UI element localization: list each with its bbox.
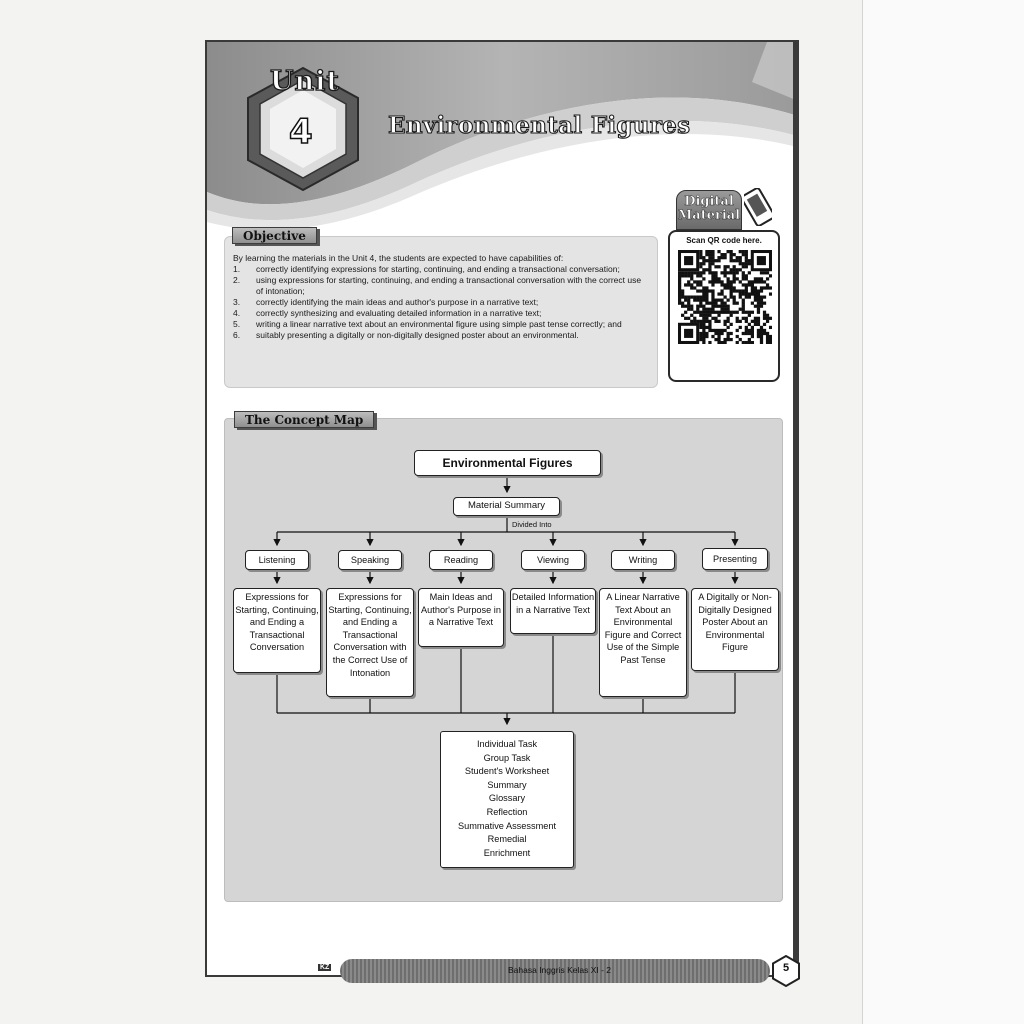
task-item: Enrichment	[483, 847, 531, 858]
summary-node: Material Summary	[453, 497, 560, 516]
presenting-description: A Digitally or Non-Digitally Designed Poster About an Environmental Figure	[691, 588, 779, 671]
objective-item-text: correctly identifying expressions for starting, continuing, and ending a transactional conversation;	[256, 264, 620, 274]
objective-item-text: correctly synthesizing and evaluating detailed information in a narrative text;	[256, 308, 542, 318]
task-item: Individual Task	[476, 739, 538, 749]
listening-description: Expressions for Starting, Continuing, and Ending a Transactional Conversation	[233, 588, 321, 673]
task-item: Glossary	[488, 793, 526, 804]
tasks-node	[440, 731, 574, 868]
objective-item-number: 3.	[233, 297, 241, 307]
skill-speaking: Speaking	[338, 550, 402, 570]
task-item: Student's Worksheet	[464, 766, 550, 777]
skill-viewing: Viewing	[521, 550, 585, 570]
divided-into-label: Divided Into	[512, 520, 552, 529]
objective-item-text: writing a linear narrative text about an environmental figure using simple past tense correctly; and	[256, 319, 622, 329]
unit-number: 4	[289, 112, 313, 152]
badge-line-1: Digital	[684, 194, 734, 209]
book-title: Bahasa Inggris Kelas XI - 2	[508, 965, 612, 975]
task-item: Summative Assessment	[457, 820, 557, 831]
objective-item-number: 5.	[233, 319, 241, 329]
objective-item-number: 6.	[233, 330, 241, 340]
objective-item-text: suitably presenting a digitally or non-digitally designed poster about an environmental.	[256, 330, 579, 340]
objective-heading: Objective	[232, 227, 317, 244]
root-node: Environmental Figures	[414, 450, 601, 476]
scan-label: Scan QR code here.	[686, 236, 762, 245]
page-number: 5	[782, 962, 790, 974]
speaking-description: Expressions for Starting, Continuing, and Ending a Transactional Conversation with the Correct Use of Intonation	[326, 588, 414, 697]
task-item: Remedial	[487, 834, 527, 845]
skill-presenting: Presenting	[702, 548, 768, 570]
skill-listening: Listening	[245, 550, 309, 570]
task-item: Group Task	[483, 752, 531, 763]
skill-reading: Reading	[429, 550, 493, 570]
objective-item-number: 2.	[233, 275, 241, 285]
viewing-description: Detailed Information in a Narrative Text	[510, 588, 596, 634]
task-item: Summary	[487, 779, 527, 790]
badge-line-2: Material	[677, 208, 741, 223]
objective-item-number: 4.	[233, 308, 241, 318]
objective-item-text: using expressions for starting, continuing, and ending a transactional conversation with the correct use of intonation;	[256, 275, 642, 296]
objective-item-text: correctly identifying the main ideas and author's purpose in a narrative text;	[256, 297, 539, 307]
skill-writing: Writing	[611, 550, 675, 570]
concept-map-heading: The Concept Map	[234, 411, 374, 428]
writing-description: A Linear Narrative Text About an Environmental Figure and Correct Use of the Simple Past Tense	[599, 588, 687, 697]
task-item: Reflection	[486, 806, 528, 817]
unit-title: Environmental Figures	[388, 112, 691, 139]
unit-label: Unit	[270, 66, 340, 97]
publisher-mark: KZ	[320, 964, 330, 971]
objective-item-number: 1.	[233, 264, 241, 274]
objective-intro: By learning the materials in the Unit 4, the students are expected to have capabilities of:	[233, 253, 564, 263]
reading-description: Main Ideas and Author's Purpose in a Narrative Text	[418, 588, 504, 647]
